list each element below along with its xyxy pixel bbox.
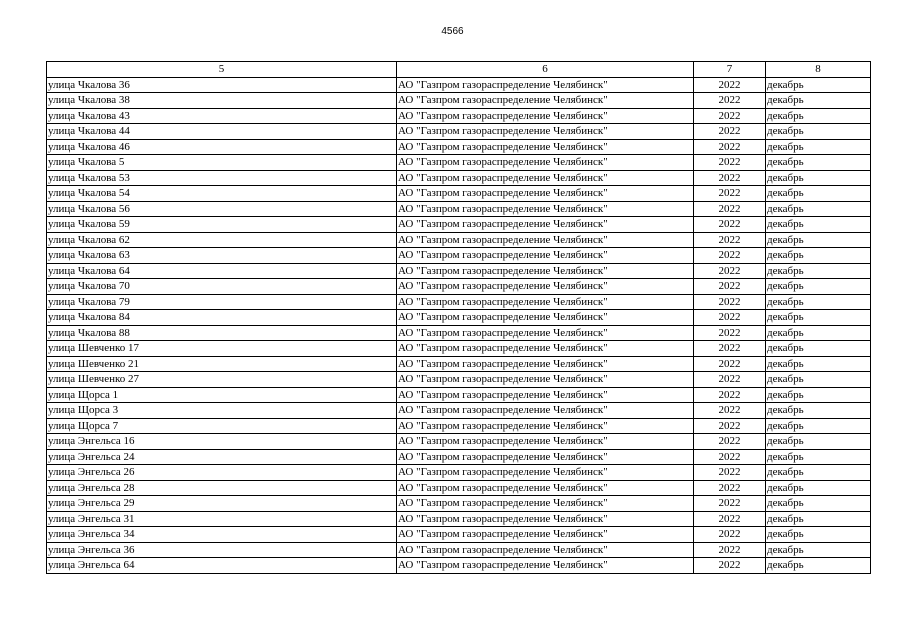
year-cell: 2022 — [694, 341, 766, 357]
address-cell: улица Чкалова 44 — [47, 124, 397, 140]
organization-cell: АО "Газпром газораспределение Челябинск" — [397, 263, 694, 279]
address-cell: улица Чкалова 43 — [47, 108, 397, 124]
table-row — [47, 496, 871, 512]
year-cell: 2022 — [694, 186, 766, 202]
month-cell: декабрь — [766, 139, 871, 155]
address-cell: улица Чкалова 36 — [47, 77, 397, 93]
month-cell: декабрь — [766, 186, 871, 202]
month-cell: декабрь — [766, 542, 871, 558]
year-cell: 2022 — [694, 108, 766, 124]
address-cell: улица Энгельса 28 — [47, 480, 397, 496]
address-cell: улица Чкалова 64 — [47, 263, 397, 279]
year-cell: 2022 — [694, 294, 766, 310]
address-cell: улица Энгельса 29 — [47, 496, 397, 512]
address-cell: улица Чкалова 56 — [47, 201, 397, 217]
organization-cell: АО "Газпром газораспределение Челябинск" — [397, 248, 694, 264]
address-cell: улица Энгельса 64 — [47, 558, 397, 574]
month-cell: декабрь — [766, 124, 871, 140]
table-row — [47, 434, 871, 450]
month-cell: декабрь — [766, 372, 871, 388]
table-row — [47, 542, 871, 558]
month-cell: декабрь — [766, 232, 871, 248]
table-row — [47, 217, 871, 233]
address-cell: улица Чкалова 59 — [47, 217, 397, 233]
table-row — [47, 155, 871, 171]
organization-cell: АО "Газпром газораспределение Челябинск" — [397, 496, 694, 512]
table-row — [47, 403, 871, 419]
organization-cell: АО "Газпром газораспределение Челябинск" — [397, 341, 694, 357]
month-cell: декабрь — [766, 325, 871, 341]
address-cell: улица Щорса 1 — [47, 387, 397, 403]
address-cell: улица Щорса 3 — [47, 403, 397, 419]
address-cell: улица Чкалова 53 — [47, 170, 397, 186]
month-cell: декабрь — [766, 263, 871, 279]
month-cell: декабрь — [766, 108, 871, 124]
year-cell: 2022 — [694, 418, 766, 434]
table-row — [47, 558, 871, 574]
month-cell: декабрь — [766, 465, 871, 481]
year-cell: 2022 — [694, 201, 766, 217]
table-row — [47, 108, 871, 124]
month-cell: декабрь — [766, 403, 871, 419]
table-row — [47, 77, 871, 93]
table-header — [47, 62, 871, 78]
table-row — [47, 279, 871, 295]
year-cell: 2022 — [694, 511, 766, 527]
organization-cell: АО "Газпром газораспределение Челябинск" — [397, 139, 694, 155]
year-cell: 2022 — [694, 434, 766, 450]
year-cell: 2022 — [694, 403, 766, 419]
year-cell: 2022 — [694, 372, 766, 388]
organization-cell: АО "Газпром газораспределение Челябинск" — [397, 558, 694, 574]
organization-cell: АО "Газпром газораспределение Челябинск" — [397, 279, 694, 295]
organization-cell: АО "Газпром газораспределение Челябинск" — [397, 155, 694, 171]
month-cell: декабрь — [766, 341, 871, 357]
month-cell: декабрь — [766, 511, 871, 527]
address-cell: улица Чкалова 54 — [47, 186, 397, 202]
organization-cell: АО "Газпром газораспределение Челябинск" — [397, 93, 694, 109]
address-cell: улица Чкалова 84 — [47, 310, 397, 326]
table-row — [47, 248, 871, 264]
address-cell: улица Шевченко 27 — [47, 372, 397, 388]
table-body — [47, 77, 871, 573]
organization-cell: АО "Газпром газораспределение Челябинск" — [397, 356, 694, 372]
year-cell: 2022 — [694, 387, 766, 403]
month-cell: декабрь — [766, 449, 871, 465]
address-cell: улица Энгельса 31 — [47, 511, 397, 527]
table-row — [47, 124, 871, 140]
header-col-7: 7 — [694, 62, 766, 78]
year-cell: 2022 — [694, 310, 766, 326]
year-cell: 2022 — [694, 170, 766, 186]
year-cell: 2022 — [694, 325, 766, 341]
organization-cell: АО "Газпром газораспределение Челябинск" — [397, 217, 694, 233]
table-row — [47, 511, 871, 527]
month-cell: декабрь — [766, 434, 871, 450]
table-row — [47, 93, 871, 109]
table-row — [47, 356, 871, 372]
table-row — [47, 449, 871, 465]
organization-cell: АО "Газпром газораспределение Челябинск" — [397, 480, 694, 496]
organization-cell: АО "Газпром газораспределение Челябинск" — [397, 418, 694, 434]
address-cell: улица Чкалова 88 — [47, 325, 397, 341]
table-row — [47, 527, 871, 543]
address-cell: улица Энгельса 16 — [47, 434, 397, 450]
month-cell: декабрь — [766, 310, 871, 326]
year-cell: 2022 — [694, 139, 766, 155]
address-cell: улица Щорса 7 — [47, 418, 397, 434]
address-cell: улица Чкалова 70 — [47, 279, 397, 295]
organization-cell: АО "Газпром газораспределение Челябинск" — [397, 511, 694, 527]
address-cell: улица Энгельса 36 — [47, 542, 397, 558]
year-cell: 2022 — [694, 542, 766, 558]
month-cell: декабрь — [766, 248, 871, 264]
table-row — [47, 387, 871, 403]
month-cell: декабрь — [766, 170, 871, 186]
year-cell: 2022 — [694, 356, 766, 372]
page-number: 4566 — [441, 26, 464, 37]
year-cell: 2022 — [694, 93, 766, 109]
year-cell: 2022 — [694, 465, 766, 481]
year-cell: 2022 — [694, 496, 766, 512]
month-cell: декабрь — [766, 279, 871, 295]
table-row — [47, 294, 871, 310]
month-cell: декабрь — [766, 356, 871, 372]
organization-cell: АО "Газпром газораспределение Челябинск" — [397, 434, 694, 450]
address-cell: улица Шевченко 21 — [47, 356, 397, 372]
table-row — [47, 372, 871, 388]
address-cell: улица Чкалова 5 — [47, 155, 397, 171]
header-col-8: 8 — [766, 62, 871, 78]
organization-cell: АО "Газпром газораспределение Челябинск" — [397, 77, 694, 93]
organization-cell: АО "Газпром газораспределение Челябинск" — [397, 387, 694, 403]
table-row — [47, 139, 871, 155]
organization-cell: АО "Газпром газораспределение Челябинск" — [397, 403, 694, 419]
header-col-6: 6 — [397, 62, 694, 78]
address-cell: улица Чкалова 63 — [47, 248, 397, 264]
organization-cell: АО "Газпром газораспределение Челябинск" — [397, 465, 694, 481]
table-row — [47, 341, 871, 357]
month-cell: декабрь — [766, 387, 871, 403]
organization-cell: АО "Газпром газораспределение Челябинск" — [397, 449, 694, 465]
year-cell: 2022 — [694, 527, 766, 543]
address-cell: улица Чкалова 79 — [47, 294, 397, 310]
register-table — [46, 61, 871, 574]
year-cell: 2022 — [694, 558, 766, 574]
address-cell: улица Чкалова 46 — [47, 139, 397, 155]
year-cell: 2022 — [694, 248, 766, 264]
address-cell: улица Шевченко 17 — [47, 341, 397, 357]
year-cell: 2022 — [694, 124, 766, 140]
table-row — [47, 310, 871, 326]
year-cell: 2022 — [694, 217, 766, 233]
table-row — [47, 418, 871, 434]
month-cell: декабрь — [766, 418, 871, 434]
address-cell: улица Чкалова 38 — [47, 93, 397, 109]
month-cell: декабрь — [766, 201, 871, 217]
organization-cell: АО "Газпром газораспределение Челябинск" — [397, 294, 694, 310]
organization-cell: АО "Газпром газораспределение Челябинск" — [397, 542, 694, 558]
table-row — [47, 201, 871, 217]
month-cell: декабрь — [766, 496, 871, 512]
organization-cell: АО "Газпром газораспределение Челябинск" — [397, 186, 694, 202]
header-row — [47, 62, 871, 78]
table-row — [47, 480, 871, 496]
address-cell: улица Чкалова 62 — [47, 232, 397, 248]
organization-cell: АО "Газпром газораспределение Челябинск" — [397, 527, 694, 543]
month-cell: декабрь — [766, 294, 871, 310]
organization-cell: АО "Газпром газораспределение Челябинск" — [397, 310, 694, 326]
year-cell: 2022 — [694, 77, 766, 93]
organization-cell: АО "Газпром газораспределение Челябинск" — [397, 201, 694, 217]
table-row — [47, 263, 871, 279]
table-row — [47, 186, 871, 202]
organization-cell: АО "Газпром газораспределение Челябинск" — [397, 372, 694, 388]
table-row — [47, 170, 871, 186]
organization-cell: АО "Газпром газораспределение Челябинск" — [397, 124, 694, 140]
year-cell: 2022 — [694, 279, 766, 295]
month-cell: декабрь — [766, 77, 871, 93]
year-cell: 2022 — [694, 449, 766, 465]
address-cell: улица Энгельса 24 — [47, 449, 397, 465]
year-cell: 2022 — [694, 232, 766, 248]
month-cell: декабрь — [766, 155, 871, 171]
year-cell: 2022 — [694, 155, 766, 171]
organization-cell: АО "Газпром газораспределение Челябинск" — [397, 108, 694, 124]
table-row — [47, 325, 871, 341]
month-cell: декабрь — [766, 480, 871, 496]
organization-cell: АО "Газпром газораспределение Челябинск" — [397, 232, 694, 248]
month-cell: декабрь — [766, 527, 871, 543]
address-cell: улица Энгельса 26 — [47, 465, 397, 481]
organization-cell: АО "Газпром газораспределение Челябинск" — [397, 325, 694, 341]
table-row — [47, 465, 871, 481]
year-cell: 2022 — [694, 480, 766, 496]
table-row — [47, 232, 871, 248]
address-cell: улица Энгельса 34 — [47, 527, 397, 543]
month-cell: декабрь — [766, 93, 871, 109]
month-cell: декабрь — [766, 558, 871, 574]
organization-cell: АО "Газпром газораспределение Челябинск" — [397, 170, 694, 186]
header-col-5: 5 — [47, 62, 397, 78]
year-cell: 2022 — [694, 263, 766, 279]
month-cell: декабрь — [766, 217, 871, 233]
